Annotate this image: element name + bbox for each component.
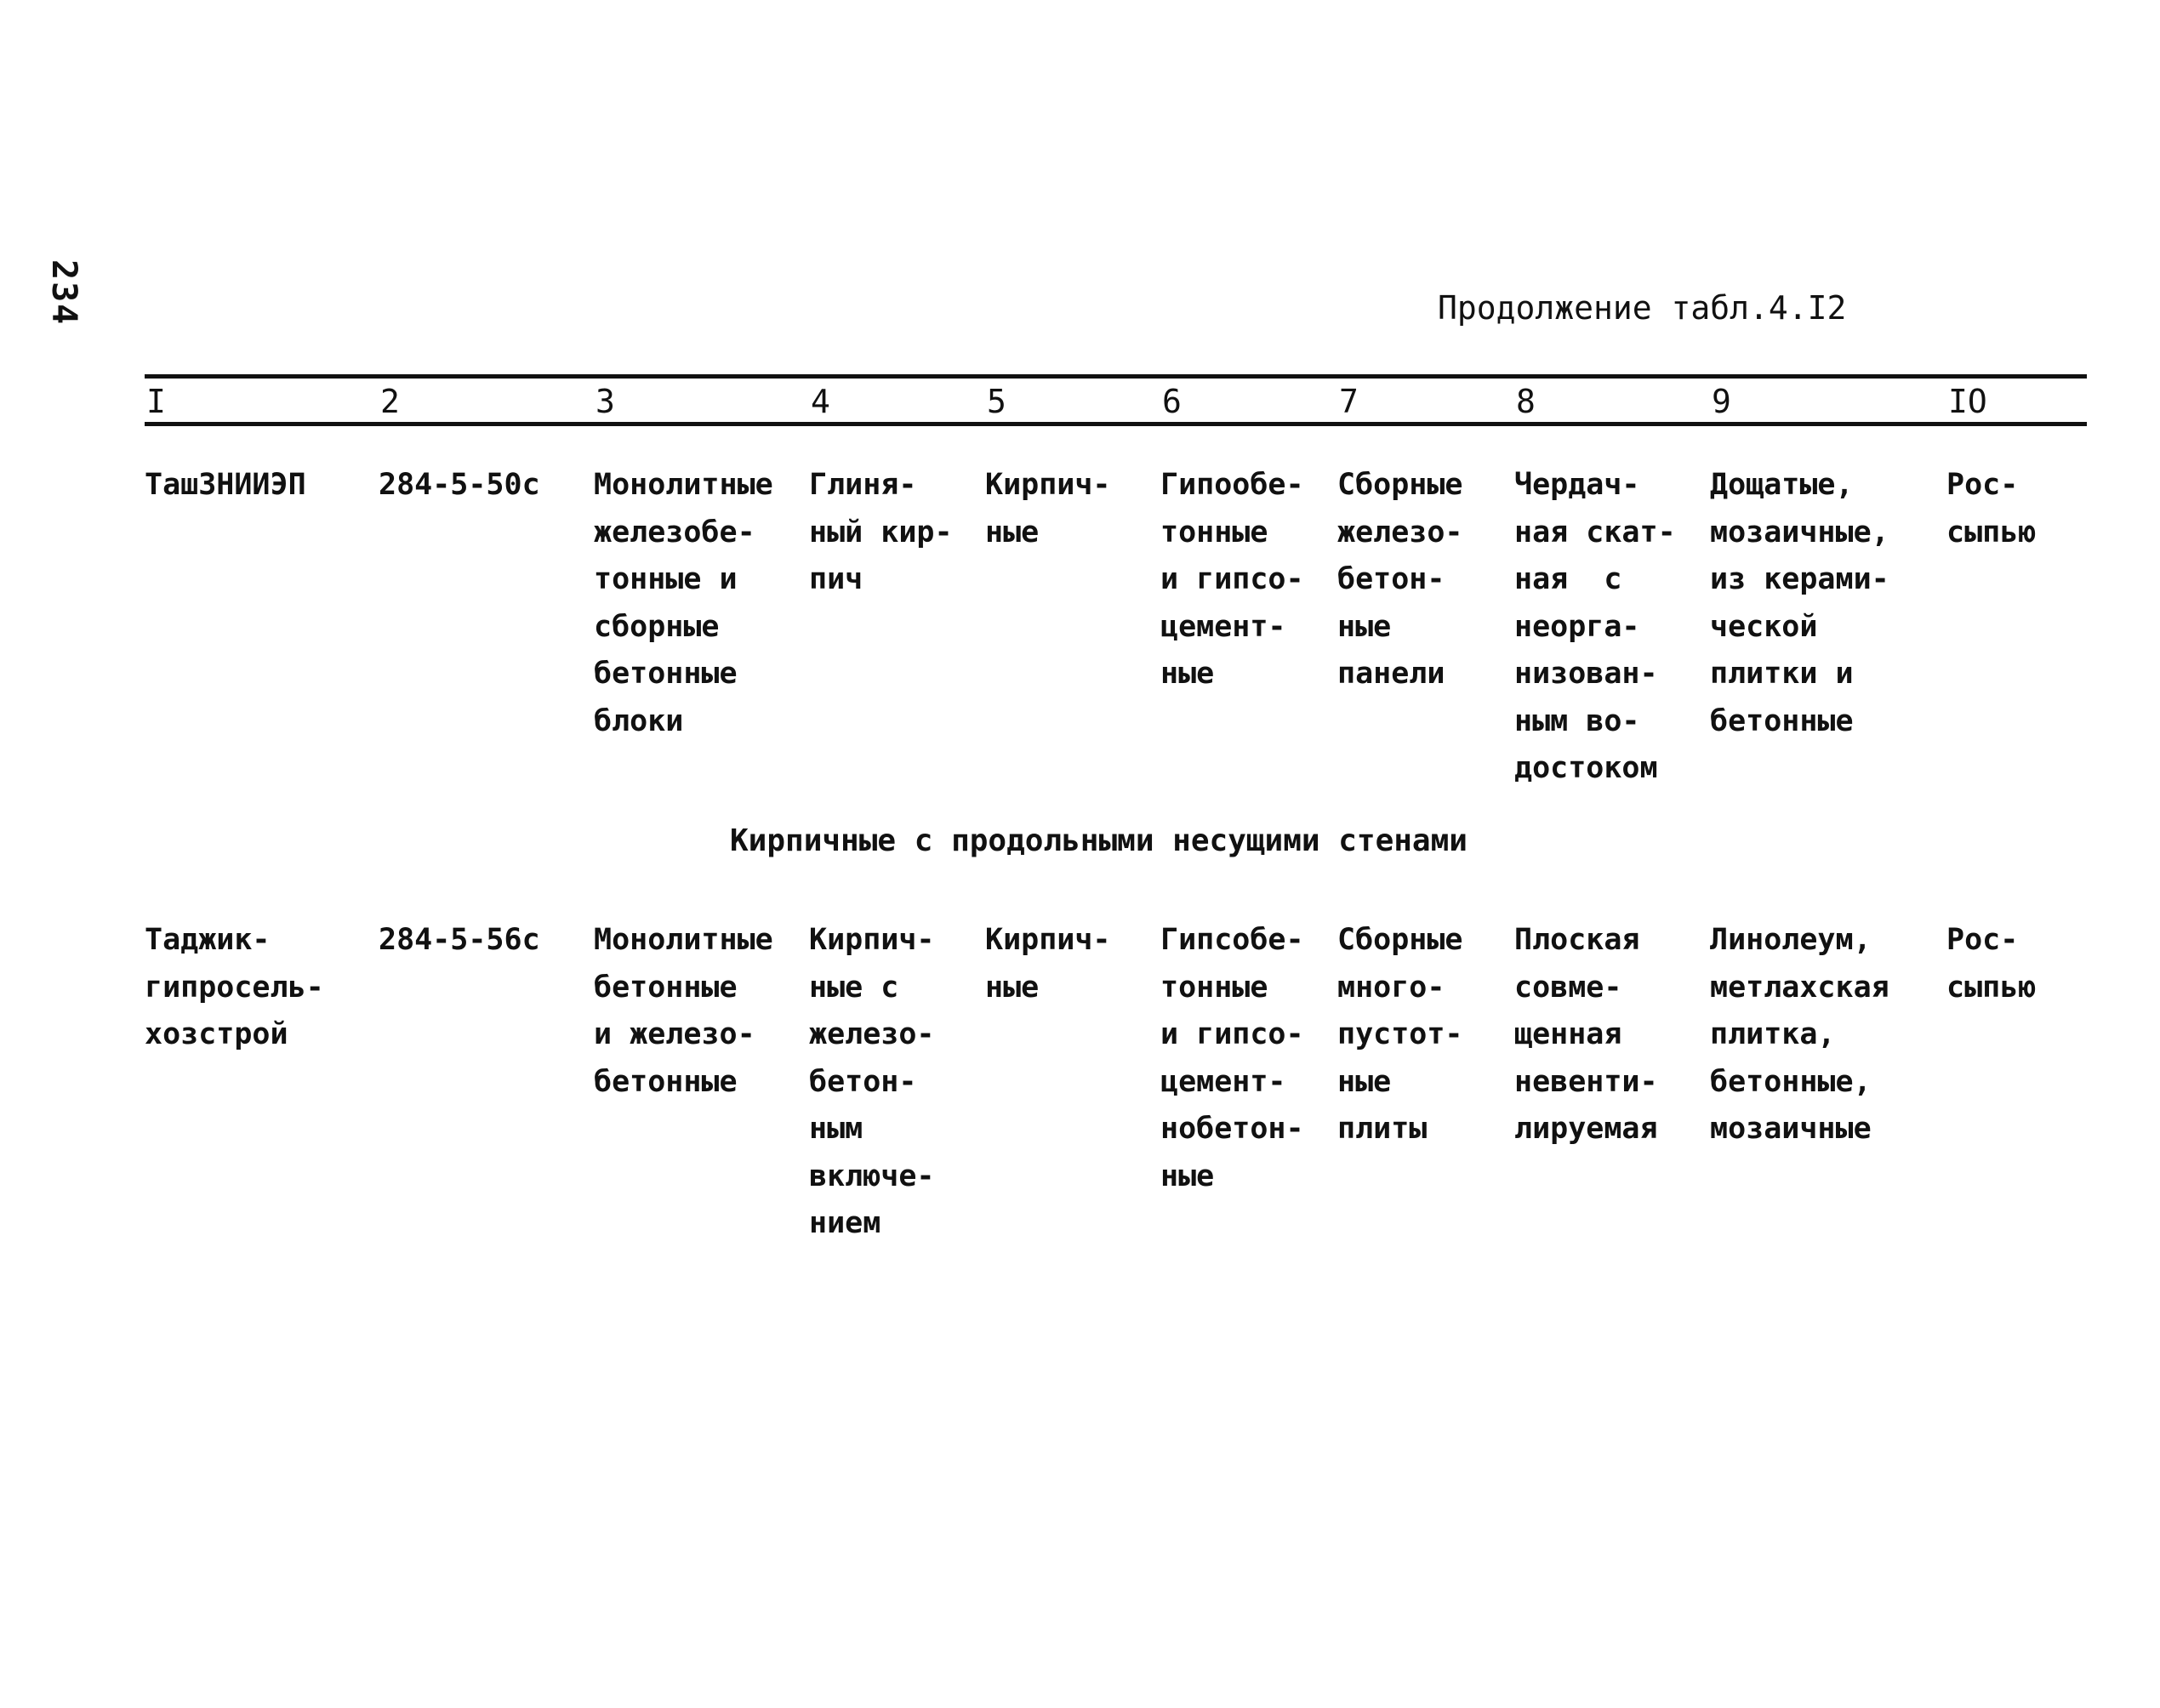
cell-exterior-walls: Глиня- ный кир- пич [809,468,953,596]
table-continuation-label: Продолжение табл.4.I2 [1438,289,1847,327]
column-number-10: IO [1948,383,1987,420]
cell-floors-slabs: Сборные много- пустот- ные плиты [1337,923,1463,1146]
cell-floor-covering: Дощатые, мозаичные, из керами- ческой плитки и бетонные [1710,468,1889,738]
column-number-4: 4 [811,383,830,420]
cell-interior-walls: Кирпич- ные [985,923,1111,1005]
column-number-2: 2 [380,383,400,420]
column-number-1: I [146,383,166,420]
cell-project: 284-5-56с [379,923,540,957]
page-number: 234 [44,259,83,327]
column-number-5: 5 [987,383,1006,420]
table-top-rule [145,374,2087,379]
cell-organization: Таджик- гипросель- хозстрой [145,923,324,1051]
cell-roof: Плоская совме- щенная невенти- лируемая [1514,923,1658,1146]
cell-insulation: Рос- сыпью [1946,923,2037,1005]
column-number-6: 6 [1162,383,1182,420]
cell-roof: Чердач- ная скат- ная с неорга- низован- ным во- достоком [1514,468,1676,785]
cell-partitions: Гипсобе- тонные и гипсо- цемент- нобетон- ные [1160,923,1304,1193]
cell-partitions: Гипообе- тонные и гипсо- цемент- ные [1160,468,1304,691]
column-number-8: 8 [1516,383,1536,420]
cell-project: 284-5-50с [379,468,540,502]
cell-floors-slabs: Сборные железо- бетон- ные панели [1337,468,1463,691]
cell-organization: ТашЗНИИЭП [145,468,306,502]
cell-exterior-walls: Кирпич- ные с железо- бетон- ным включе- нием [809,923,935,1240]
column-number-3: 3 [596,383,615,420]
cell-foundations: Монолитные железобе- тонные и сборные бетонные блоки [594,468,773,738]
cell-floor-covering: Линолеум, метлахская плитка, бетонные, мозаичные [1710,923,1889,1146]
table-header-rule [145,422,2087,426]
cell-interior-walls: Кирпич- ные [985,468,1111,549]
cell-foundations: Монолитные бетонные и железо- бетонные [594,923,773,1099]
cell-insulation: Рос- сыпью [1946,468,2037,549]
column-number-7: 7 [1339,383,1359,420]
column-number-9: 9 [1712,383,1731,420]
section-heading: Кирпичные с продольными несущими стенами [730,823,1468,858]
